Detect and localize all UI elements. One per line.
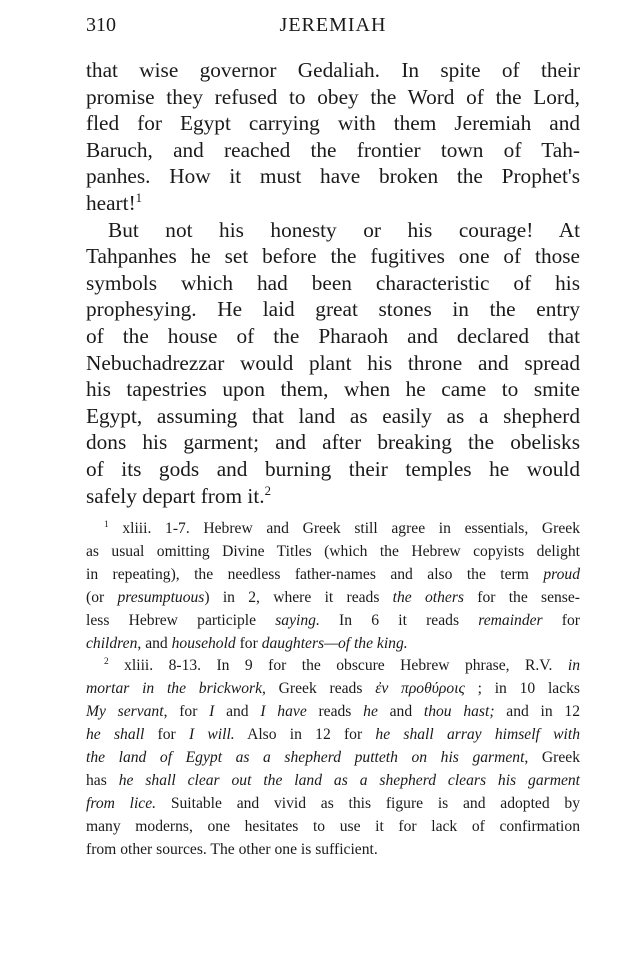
text-segment: ; in 10 lacks [464, 680, 580, 698]
text-segment: fled for Egypt carrying with them Jeremiah and [86, 111, 580, 136]
text-segment: daughters—of the king. [261, 634, 408, 652]
footnotes [86, 518, 580, 862]
text-segment: in [567, 657, 580, 675]
text-segment: of the house of the Pharaoh and declared that [86, 323, 580, 348]
page-number: 310 [86, 14, 116, 36]
text-segment: promise they refused to obey the Word of the Lord, [86, 84, 580, 109]
text-segment: , for [163, 703, 210, 721]
body-text [86, 57, 580, 509]
footnote-line [86, 793, 580, 816]
text-segment: ) in 2, where it reads [204, 588, 393, 606]
footnote-marker: 2 [264, 483, 271, 498]
text-segment: xliii. 8-13. In 9 for the obscure Hebrew phrase, R.V. [108, 657, 568, 675]
footnote-line [86, 587, 580, 610]
text-segment: safely depart from it. [86, 483, 265, 508]
text-segment: xliii. 1-7. Hebrew and Greek still agree in essentials, Greek [108, 520, 580, 537]
text-segment: I have [260, 703, 307, 721]
text-line [86, 483, 580, 510]
footnote-line [86, 816, 580, 839]
text-segment: , Greek reads [262, 680, 376, 698]
text-segment: Baruch, and reached the frontier town of Tah- [86, 137, 580, 162]
footnote-marker: 1 [135, 190, 143, 205]
text-segment: panhes. How it must have broken the Prophet's [86, 164, 580, 189]
text-segment: prophesying. He laid great stones in the entry [86, 297, 580, 322]
text-segment: in repeating), the needless father-names and also the term [86, 565, 544, 583]
text-segment: (or [86, 588, 118, 606]
footnote-line [86, 747, 580, 770]
text-segment: remainder [478, 611, 543, 629]
text-line [86, 376, 580, 403]
text-segment: for [235, 634, 262, 652]
text-segment: Egypt, assuming that land as easily as a shepherd [86, 403, 580, 428]
text-segment: many moderns, one hesitates to use it for lack of confirmation [86, 817, 580, 835]
footnote-line [86, 564, 580, 587]
text-segment: mortar in the brickwork [86, 680, 263, 698]
text-segment: for [144, 726, 189, 744]
text-segment: heart! [86, 190, 136, 215]
text-segment: the land of Egypt as a shepherd putteth on his garment [86, 749, 525, 767]
footnote-line [86, 724, 580, 747]
text-line [86, 57, 580, 84]
text-segment: , and [137, 634, 172, 652]
text-line [86, 137, 580, 164]
footnote-line [86, 839, 580, 862]
footnote-marker: 1 [104, 519, 109, 530]
text-line [86, 456, 580, 483]
text-segment: ἐν προθύροις [375, 680, 465, 698]
text-segment: from other sources. The other one is sufficient. [86, 840, 378, 858]
text-line [86, 217, 580, 244]
text-segment: reads [306, 703, 364, 721]
text-segment: less Hebrew participle [86, 611, 276, 629]
text-segment: his tapestries upon them, when he came to smite [86, 377, 580, 402]
footnote-line [86, 541, 580, 564]
footnote-line [86, 655, 580, 678]
footnote-marker: 2 [104, 657, 109, 668]
text-line [86, 429, 580, 456]
text-segment: children [86, 634, 138, 652]
text-segment: In 6 it reads [319, 611, 479, 629]
text-line [86, 84, 580, 111]
footnote-line [86, 518, 580, 541]
text-line [86, 270, 580, 297]
text-segment: presumptuous [117, 588, 205, 606]
text-line [86, 243, 580, 270]
text-segment: I will. [188, 726, 235, 744]
text-segment: for the sense- [463, 588, 580, 606]
text-segment: Tahpanhes he set before the fugitives one of those [86, 244, 580, 269]
running-title: JEREMIAH [279, 14, 387, 36]
text-segment: proud [543, 565, 580, 583]
text-segment: But not his honesty or his courage! At [108, 217, 580, 242]
text-segment: Also in 12 for [234, 726, 376, 744]
footnote-line [86, 770, 580, 793]
text-segment: and [377, 703, 424, 721]
text-line [86, 350, 580, 377]
text-segment: thou hast; [423, 703, 495, 721]
text-segment: the others [392, 588, 464, 606]
text-segment: My servant [86, 703, 164, 721]
text-segment: that wise governor Gedaliah. In spite of their [86, 58, 580, 82]
text-line [86, 110, 580, 137]
text-segment: of its gods and burning their temples he would [86, 456, 580, 481]
text-segment: has [86, 771, 119, 789]
text-line [86, 296, 580, 323]
text-segment: and in 12 [494, 703, 581, 721]
page-header [86, 14, 580, 40]
footnote-line [86, 633, 580, 656]
text-segment: from lice. [86, 794, 157, 812]
footnote-line [86, 678, 580, 701]
text-segment: household [171, 634, 236, 652]
text-segment: he shall clear out the land as a shepherd clears his garment [118, 771, 581, 789]
text-line [86, 323, 580, 350]
text-segment: he shall [86, 726, 145, 744]
text-segment: as usual omitting Divine Titles (which the Hebrew copyists delight [86, 542, 580, 560]
text-segment: he [363, 703, 378, 721]
text-segment: and [214, 703, 261, 721]
text-line [86, 190, 580, 217]
text-segment: he shall array himself with [375, 726, 580, 744]
text-segment: saying. [275, 611, 320, 629]
footnote-line [86, 610, 580, 633]
text-segment: , Greek [524, 749, 580, 767]
text-segment: symbols which had been characteristic of his [86, 270, 580, 295]
text-segment: Suitable and vivid as this figure is and adopted by [156, 794, 580, 812]
text-segment: Nebuchadrezzar would plant his throne and spread [86, 350, 580, 375]
text-line [86, 403, 580, 430]
text-segment: I [209, 703, 215, 721]
text-line [86, 163, 580, 190]
text-segment: for [542, 611, 580, 629]
footnote-line [86, 701, 580, 724]
text-segment: dons his garment; and after breaking the obelisks [86, 430, 580, 455]
